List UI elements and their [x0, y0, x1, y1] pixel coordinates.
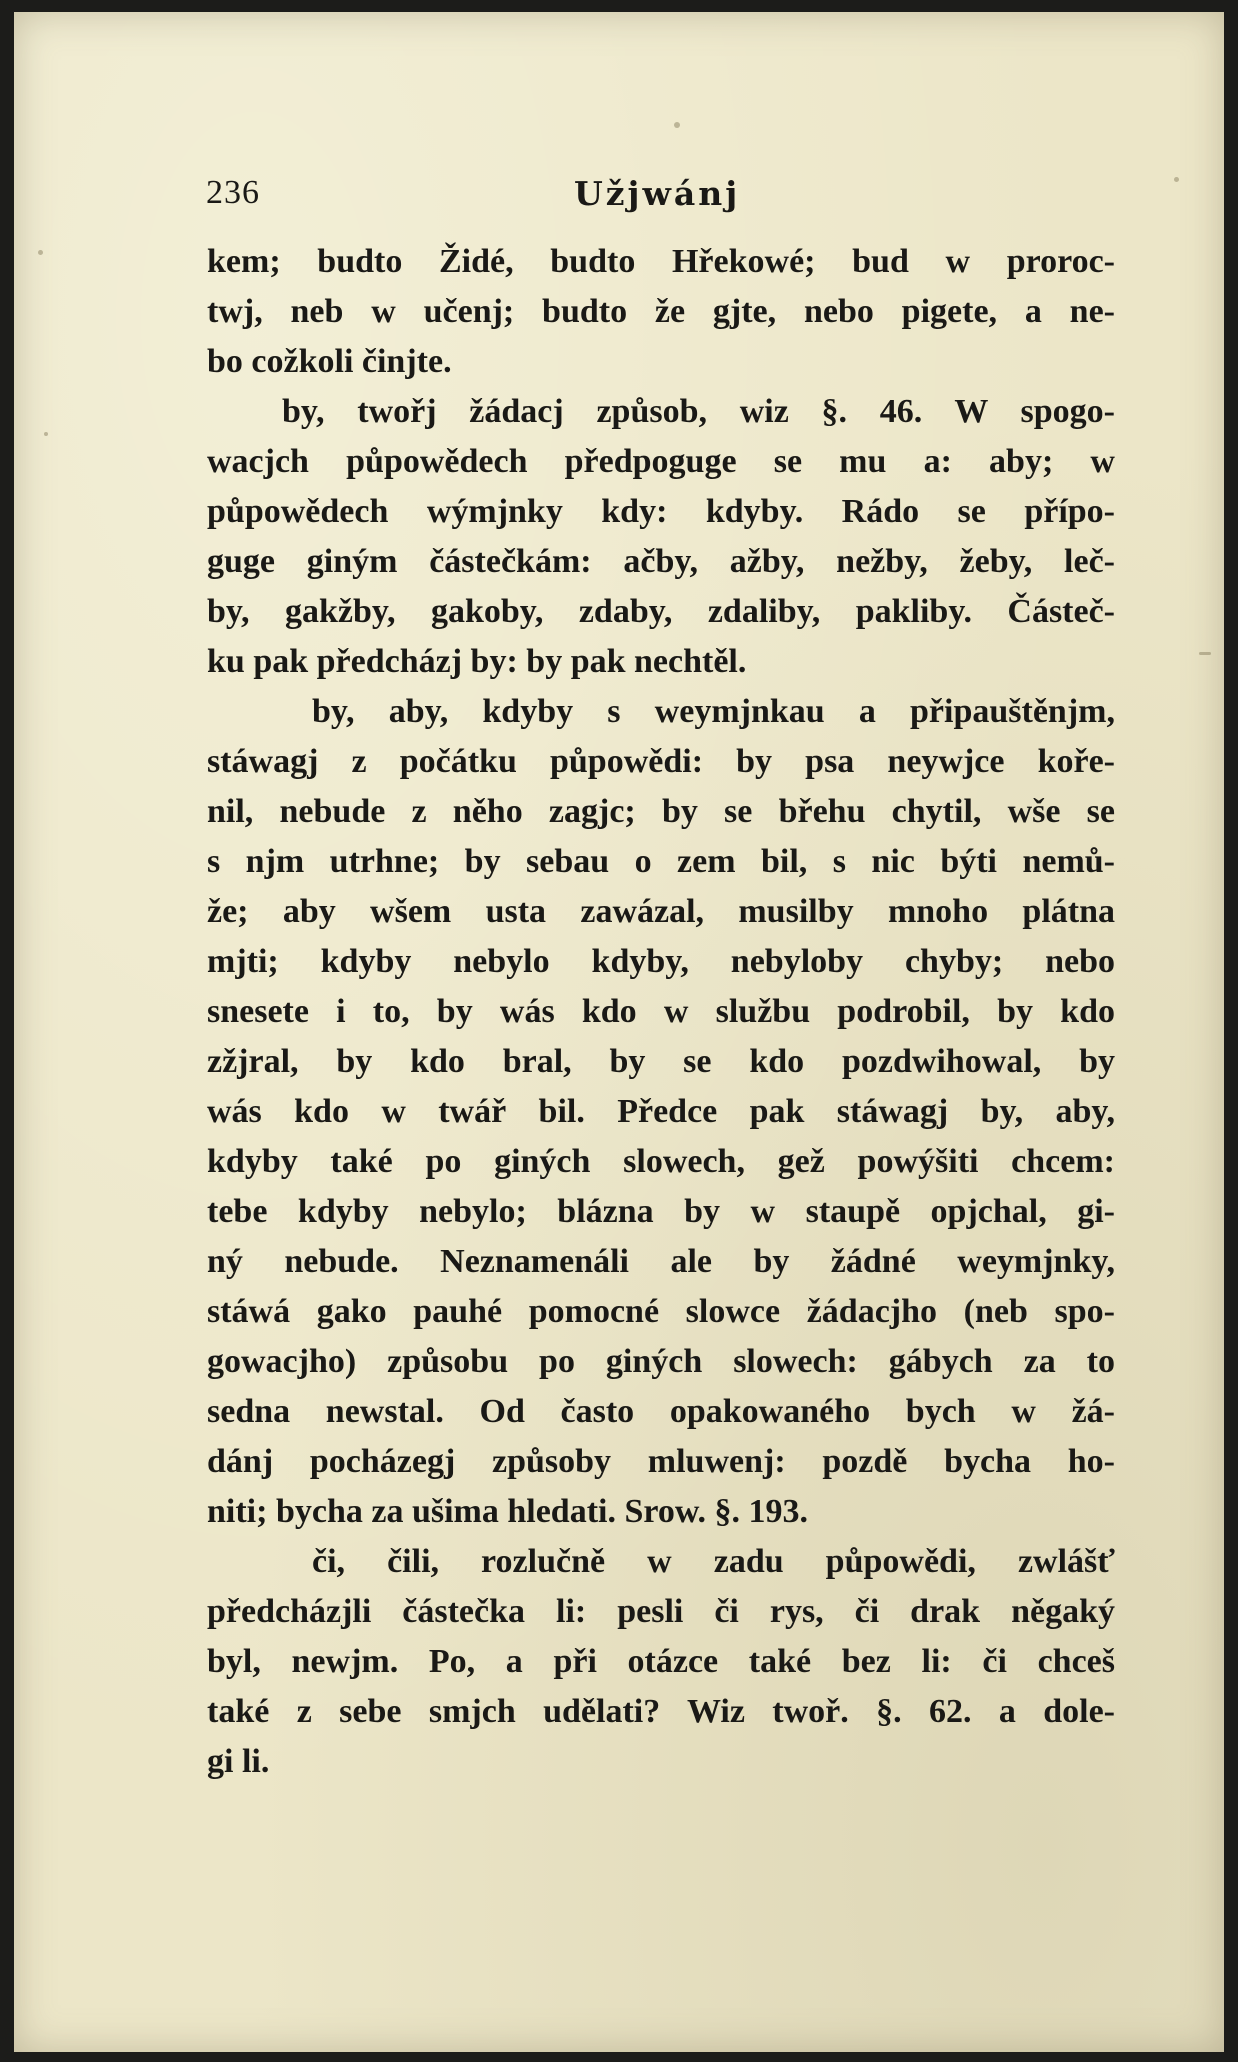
text-line: wás kdo w twář bil. Předce pak stáwagj by, aby, — [207, 1093, 1115, 1130]
text-line: wacjch půpowědech předpoguge se mu a: aby; w — [207, 443, 1115, 480]
text-line: sedna newstal. Od často opakowaného bych w žá- — [207, 1393, 1115, 1430]
text-line: bo cožkoli činjte. — [207, 343, 452, 380]
paper-speck — [1199, 652, 1211, 655]
page-header — [14, 174, 1224, 224]
text-line: ku pak předcházj by: by pak nechtěl. — [207, 643, 747, 680]
text-line: kdyby také po giných slowech, gež powýšiti chcem: — [207, 1143, 1115, 1180]
body-text — [207, 237, 1115, 1787]
text-line: snesete i to, by wás kdo w službu podrobil, by kdo — [207, 993, 1115, 1030]
text-line: stáwá gako pauhé pomocné slowce žádacjho (neb spo- — [207, 1293, 1115, 1330]
paper-speck — [44, 432, 48, 436]
text-line: by, twořj žádacj způsob, wiz §. 46. W spogo- — [282, 393, 1115, 430]
text-line: tebe kdyby nebylo; blázna by w staupě opjchal, gi- — [207, 1193, 1115, 1230]
text-line: gowacjho) způsobu po giných slowech: gábych za to — [207, 1343, 1115, 1380]
paragraph — [207, 687, 1115, 1537]
text-line: by, aby, kdyby s weymjnkau a připauštěnjm, — [312, 693, 1115, 730]
paragraph — [207, 387, 1115, 687]
text-line: dánj pocházegj způsoby mluwenj: pozdě bycha ho- — [207, 1443, 1115, 1480]
running-head: Užjwánj — [574, 174, 741, 213]
text-line: s njm utrhne; by sebau o zem bil, s nic býti nemů- — [207, 843, 1115, 880]
page-number: 236 — [206, 174, 260, 211]
text-line: předcházjli částečka li: pesli či rys, či drak něgaký — [207, 1593, 1115, 1630]
paper-speck — [38, 250, 43, 255]
text-line: půpowědech wýmjnky kdy: kdyby. Rádo se přípo- — [207, 493, 1115, 530]
text-line: twj, neb w učenj; budto že gjte, nebo pigete, a ne- — [207, 293, 1115, 330]
text-line: byl, newjm. Po, a při otázce také bez li: či chceš — [207, 1643, 1115, 1680]
text-line: stáwagj z počátku půpowědi: by psa neywjce kořе- — [207, 743, 1115, 780]
text-line: kem; budto Židé, budto Hřekowé; bud w proroc- — [207, 243, 1115, 280]
text-line: zžjral, by kdo bral, by se kdo pozdwihowal, by — [207, 1043, 1115, 1080]
text-line: ný nebude. Neznamenáli ale by žádné weymjnky, — [207, 1243, 1115, 1280]
text-line: také z sebe smjch udělati? Wiz twoř. §. 62. a dole- — [207, 1693, 1115, 1730]
text-line: či, čili, rozlučně w zadu půpowědi, zwlášť — [312, 1543, 1115, 1580]
paragraph — [207, 1537, 1115, 1787]
text-line: niti; bycha za ušima hledati. Srow. §. 193. — [207, 1493, 809, 1530]
book-page — [14, 12, 1224, 2052]
text-line: nil, nebude z něho zagjc; by se břehu chytil, wše se — [207, 793, 1115, 830]
text-line: že; aby wšem usta zawázal, musilby mnoho plátna — [207, 893, 1115, 930]
paper-speck — [674, 122, 680, 128]
paragraph — [207, 237, 1115, 387]
text-line: by, gakžby, gakoby, zdaby, zdaliby, pakliby. Částeč- — [207, 593, 1115, 630]
text-line: guge giným částečkám: ačby, ažby, nežby, žeby, leč- — [207, 543, 1115, 580]
text-line: mjti; kdyby nebylo kdyby, nebyloby chyby; nebo — [207, 943, 1115, 980]
text-line: gi li. — [207, 1743, 270, 1780]
